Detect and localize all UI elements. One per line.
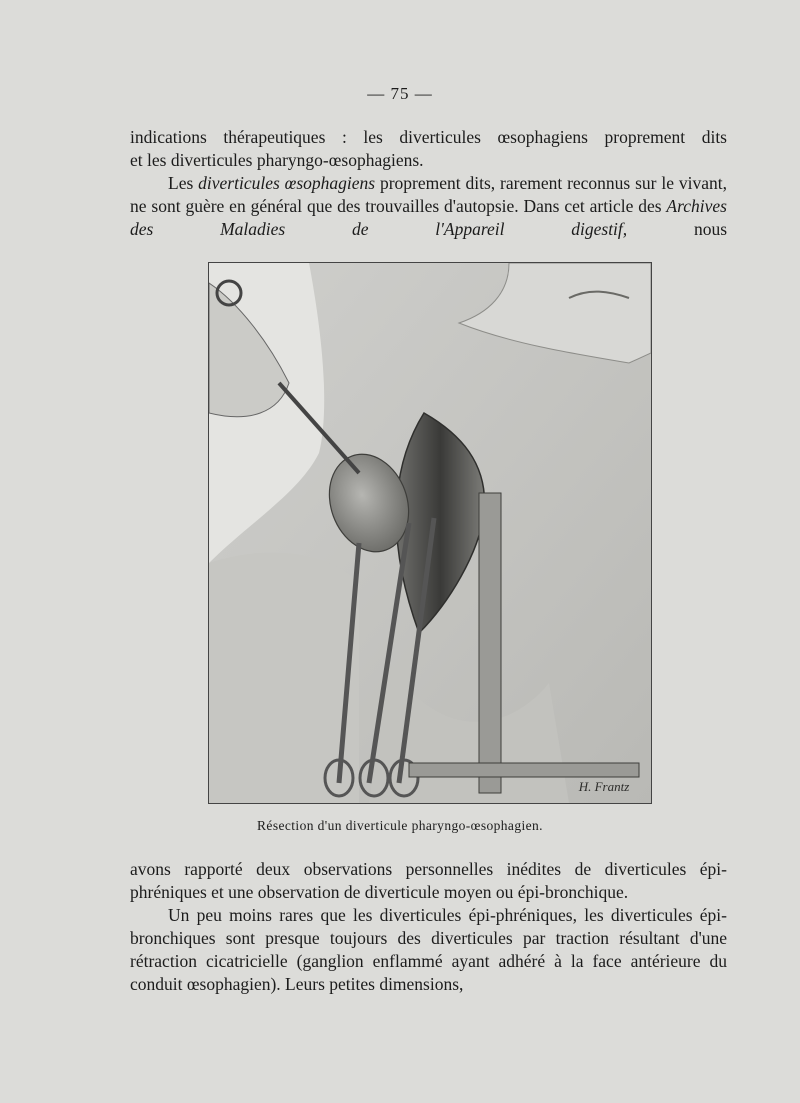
top-text-block	[130, 126, 727, 241]
paragraph-1-line-1: indications thérapeutiques : les diverticules œsophagiens proprement dits	[130, 127, 727, 147]
paragraph-2-body: proprement dits, rarement reconnus sur le vivant, ne sont guère en général que des trouvailles d'autopsie. Dans cet article des	[130, 173, 727, 216]
figure-caption: Résection d'un diverticule pharyngo-œsophagien.	[257, 818, 543, 833]
illustration-drawing	[209, 263, 651, 803]
bottom-text-block	[130, 858, 727, 996]
page-number: — 75 —	[367, 84, 433, 103]
paragraph-4: Un peu moins rares que les diverticules épi-phréniques, les diverticules épi-bronchiques sont presque toujours des diverticules par traction résultant d'une rétraction cicatricielle (ganglion enflammé ayant adhéré à la face antérieure du conduit œsophagien). Leurs petites dimensions,	[130, 905, 727, 994]
illustrator-signature: H. Frantz	[578, 779, 630, 794]
paragraph-2-tail: nous	[627, 219, 728, 239]
paragraph-3: avons rapporté deux observations personnelles inédites de diverticules épi-phréniques et une observation de diverticule moyen ou épi-bronchique.	[130, 859, 727, 902]
paragraph-2-lead: Les	[168, 173, 199, 193]
journal-title: Archives des Maladies de l'Appareil digestif,	[130, 196, 727, 239]
surgical-illustration	[208, 262, 652, 804]
paragraph-2	[130, 172, 727, 241]
paragraph-1-line-2: et les diverticules pharyngo-œsophagiens.	[130, 150, 424, 170]
paragraph-2-term: diverticules œsophagiens	[198, 173, 376, 193]
